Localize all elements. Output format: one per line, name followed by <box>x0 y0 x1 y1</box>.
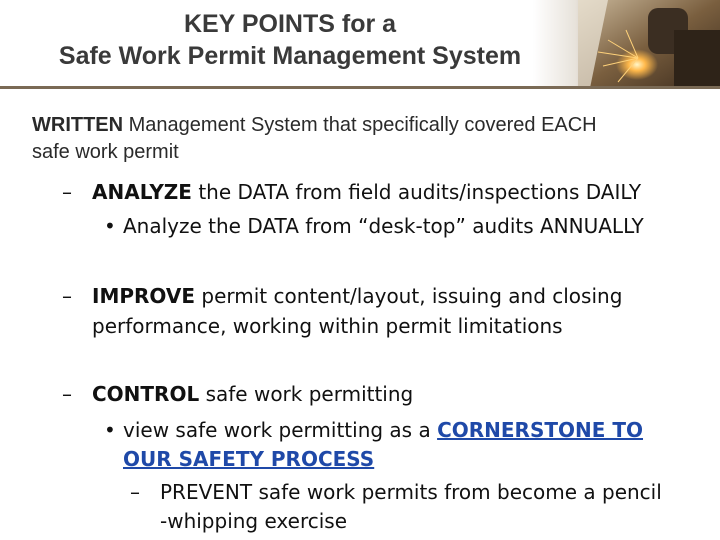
analyze-text <box>92 178 641 207</box>
control-sub-sub-text-line-1: PREVENT safe work permits from become a pencil <box>160 480 662 504</box>
cornerstone-link-line-2[interactable]: OUR SAFETY PROCESS <box>123 447 375 471</box>
control-sub-text-line-1 <box>123 416 643 445</box>
analyze-sub-text: Analyze the DATA from “desk-top” audits ANNUALLY <box>123 214 644 238</box>
title-line-2: Safe Work Permit Management System <box>58 42 522 70</box>
improve-bold: IMPROVE <box>92 284 196 308</box>
control-sub-prefix: view safe work permitting as a <box>123 418 438 442</box>
cornerstone-link-line-1[interactable]: CORNERSTONE TO <box>437 418 644 442</box>
analyze-rest: the DATA from field audits/inspections DAILY <box>191 180 642 204</box>
intro-text-line-2: safe work permit <box>32 141 179 163</box>
control-rest: safe work permitting <box>199 382 414 406</box>
analyze-dash: – <box>62 180 72 204</box>
title-line-1: KEY POINTS for a <box>183 10 397 38</box>
improve-dash: – <box>62 284 72 308</box>
control-bold: CONTROL <box>92 382 200 406</box>
slide-header <box>0 0 720 88</box>
control-sub-sub-text-line-2: -whipping exercise <box>160 509 348 533</box>
control-sub-sub-dash: – <box>130 480 140 504</box>
slide-title <box>0 8 580 72</box>
header-photo-welding-image <box>578 0 720 88</box>
improve-text-line-2: performance, working within permit limitations <box>92 314 563 338</box>
intro-text-line-1: Management System that specifically covered EACH <box>123 114 597 136</box>
control-text <box>92 380 413 409</box>
intro-bold: WRITTEN <box>32 114 124 136</box>
analyze-sub-bullet: • <box>104 214 116 238</box>
control-dash: – <box>62 382 72 406</box>
intro-point <box>32 112 716 166</box>
analyze-bold: ANALYZE <box>92 180 192 204</box>
improve-rest: permit content/layout, issuing and closing <box>195 284 623 308</box>
improve-text-line-1 <box>92 282 622 311</box>
control-sub-bullet: • <box>104 418 116 442</box>
header-divider <box>0 86 720 89</box>
